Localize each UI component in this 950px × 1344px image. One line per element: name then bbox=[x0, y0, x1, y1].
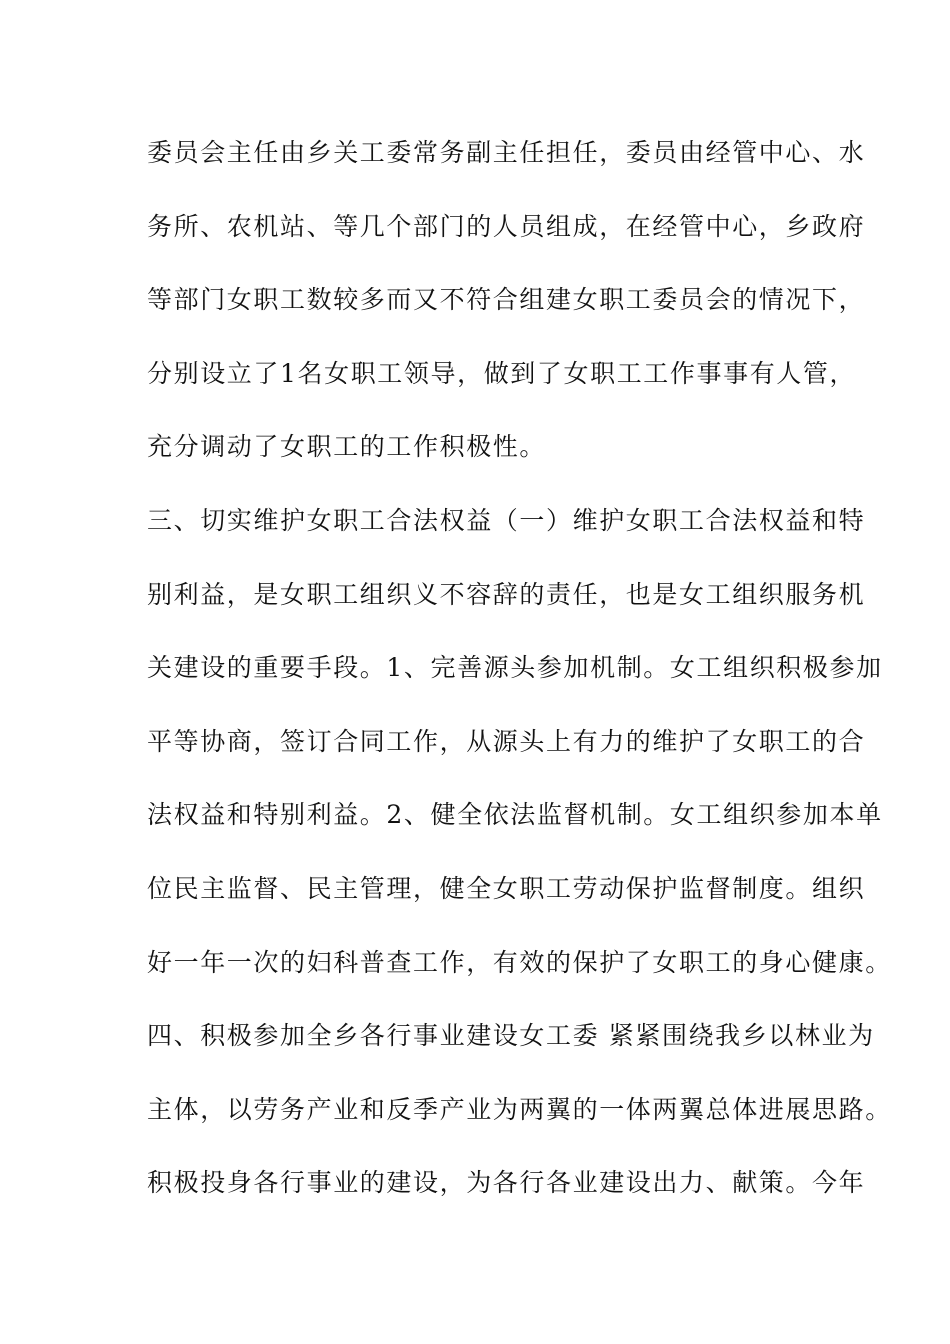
text-line: 充分调动了女职工的工作积极性。 bbox=[147, 432, 547, 462]
text-line: 法权益和特别利益。2、健全依法监督机制。女工组织参加本单 bbox=[147, 800, 883, 830]
text-line: 平等协商，签订合同工作，从源头上有力的维护了女职工的合 bbox=[147, 726, 866, 756]
text-line: 关建设的重要手段。1、完善源头参加机制。女工组织积极参加 bbox=[147, 653, 883, 683]
body-text bbox=[147, 128, 892, 1232]
text-line: 主体，以劳务产业和反季产业为两翼的一体两翼总体进展思路。 bbox=[147, 1094, 892, 1124]
text-line: 等部门女职工数较多而又不符合组建女职工委员会的情况下， bbox=[147, 285, 866, 315]
text-line: 积极投身各行事业的建设，为各行各业建设出力、献策。今年 bbox=[147, 1168, 866, 1198]
text-line: 委员会主任由乡关工委常务副主任担任，委员由经管中心、水 bbox=[147, 138, 866, 167]
text-line: 好一年一次的妇科普查工作，有效的保护了女职工的身心健康。 bbox=[147, 947, 892, 977]
text-line: 务所、农机站、等几个部门的人员组成，在经管中心，乡政府 bbox=[147, 211, 866, 241]
text-line: 分别设立了1名女职工领导，做到了女职工工作事事有人管， bbox=[147, 358, 857, 388]
text-line: 别利益，是女职工组织义不容辞的责任，也是女工组织服务机 bbox=[147, 579, 866, 609]
text-line: 四、积极参加全乡各行事业建设女工委 紧紧围绕我乡以林业为 bbox=[147, 1021, 875, 1051]
text-line: 三、切实维护女职工合法权益（一）维护女职工合法权益和特 bbox=[147, 505, 866, 535]
text-line: 位民主监督、民主管理，健全女职工劳动保护监督制度。组织 bbox=[147, 873, 866, 903]
